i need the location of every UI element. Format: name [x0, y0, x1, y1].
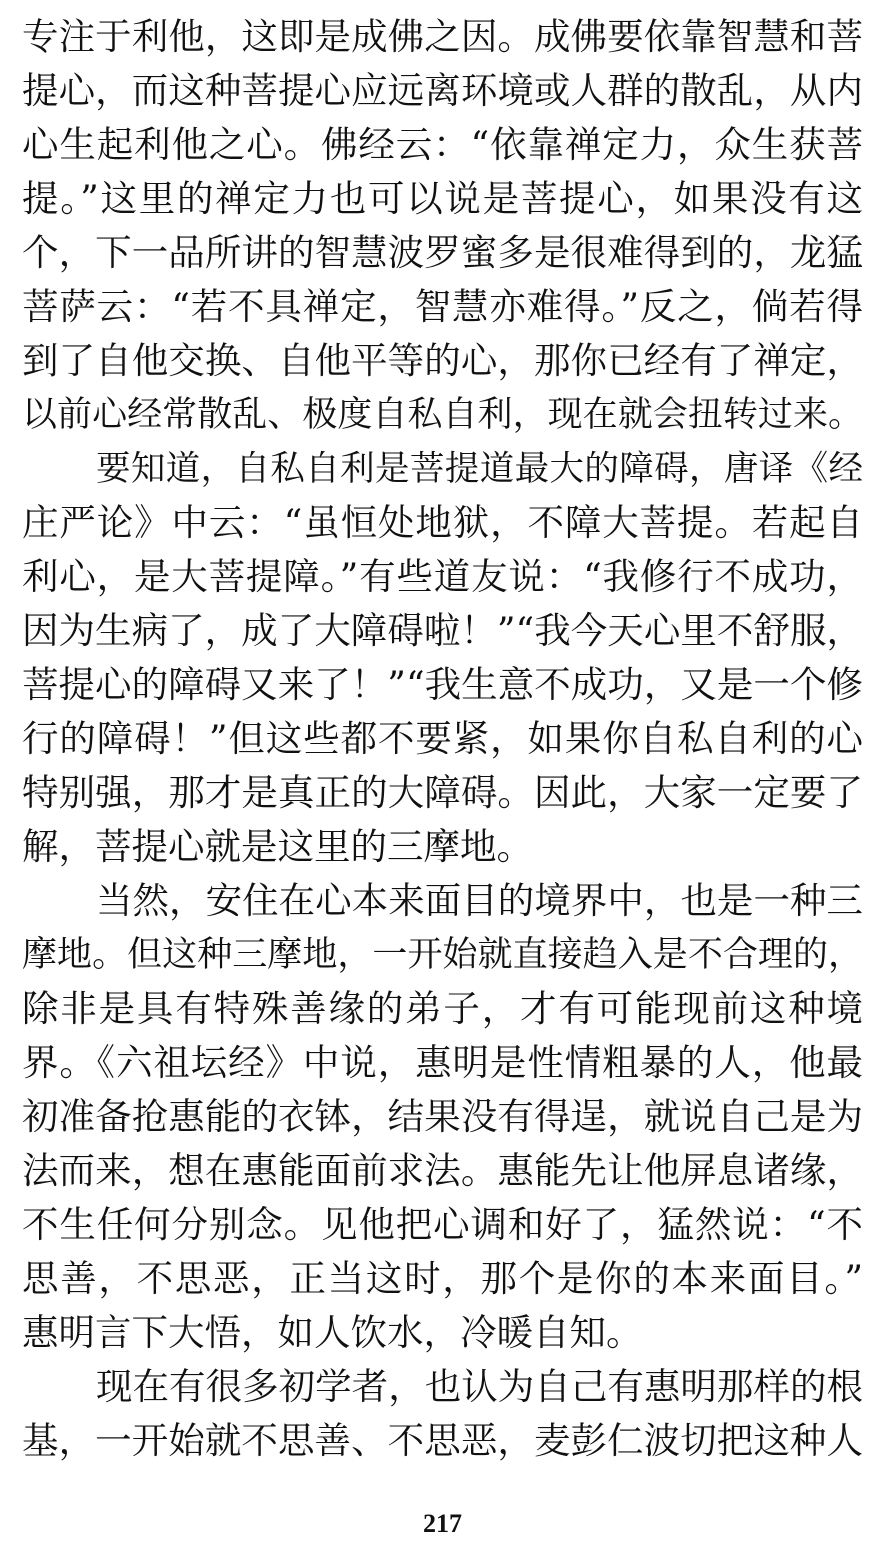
- paragraph-3-line-5: 初准备抢惠能的衣钵，结果没有得逞，就说自己是为: [22, 1095, 863, 1138]
- paragraph-3-line-7: 不生任何分别念。见他把心调和好了，猛然说：“不: [22, 1203, 863, 1246]
- paragraph-3-line-8: 思善，不思恶，正当这时，那个是你的本来面目。”: [22, 1257, 863, 1300]
- paragraph-4-line-1: 现在有很多初学者，也认为自己有惠明那样的根: [96, 1365, 863, 1408]
- paragraph-2-line-1: 要知道，自私自利是菩提道最大的障碍，唐译《经: [96, 449, 863, 489]
- paragraph-1-line-4: 提。”这里的禅定力也可以说是菩提心，如果没有这: [22, 177, 863, 220]
- paragraph-1-line-3: 心生起利他之心。佛经云：“依靠禅定力，众生获菩: [22, 123, 863, 166]
- paragraph-3-line-6: 法而来，想在惠能面前求法。惠能先让他屏息诸缘，: [22, 1149, 863, 1192]
- paragraph-3-line-4: 界。《六祖坛经》中说，惠明是性情粗暴的人，他最: [22, 1041, 863, 1084]
- paragraph-3-line-3: 除非是具有特殊善缘的弟子，才有可能现前这种境: [22, 987, 863, 1030]
- paragraph-2-line-3: 利心，是大菩提障。”有些道友说：“我修行不成功，: [22, 555, 863, 598]
- paragraph-1-line-5: 个，下一品所讲的智慧波罗蜜多是很难得到的，龙猛: [22, 231, 863, 274]
- paragraph-2-line-2: 庄严论》中云：“虽恒处地狱，不障大菩提。若起自: [22, 501, 863, 544]
- paragraph-2-line-8: 解，菩提心就是这里的三摩地。: [22, 825, 533, 868]
- paragraph-1-line-2: 提心，而这种菩提心应远离环境或人群的散乱，从内: [22, 69, 863, 112]
- paragraph-2-line-7: 特别强，那才是真正的大障碍。因此，大家一定要了: [22, 771, 863, 814]
- paragraph-1-line-6: 菩萨云：“若不具禅定，智慧亦难得。”反之，倘若得: [22, 285, 863, 328]
- paragraph-2-line-4: 因为生病了，成了大障碍啦！”“我今天心里不舒服，: [22, 609, 863, 652]
- paragraph-1-line-1: 专注于利他，这即是成佛之因。成佛要依靠智慧和菩: [22, 15, 863, 58]
- paragraph-3-line-2: 摩地。但这种三摩地，一开始就直接趋入是不合理的，: [22, 935, 863, 975]
- paragraph-3-line-1: 当然，安住在心本来面目的境界中，也是一种三: [96, 879, 863, 922]
- paragraph-4-line-2: 基，一开始就不思善、不思恶，麦彭仁波切把这种人: [22, 1419, 863, 1462]
- page-number: 217: [423, 1509, 462, 1538]
- paragraph-2-line-6: 行的障碍！”但这些都不要紧，如果你自私自利的心: [22, 717, 863, 760]
- paragraph-2-line-5: 菩提心的障碍又来了！”“我生意不成功，又是一个修: [22, 663, 863, 706]
- paragraph-1-line-8: 以前心经常散乱、极度自私自利，现在就会扭转过来。: [22, 395, 863, 435]
- paragraph-1-line-7: 到了自他交换、自他平等的心，那你已经有了禅定，: [22, 339, 863, 382]
- paragraph-3-line-9: 惠明言下大悟，如人饮水，冷暖自知。: [22, 1311, 643, 1354]
